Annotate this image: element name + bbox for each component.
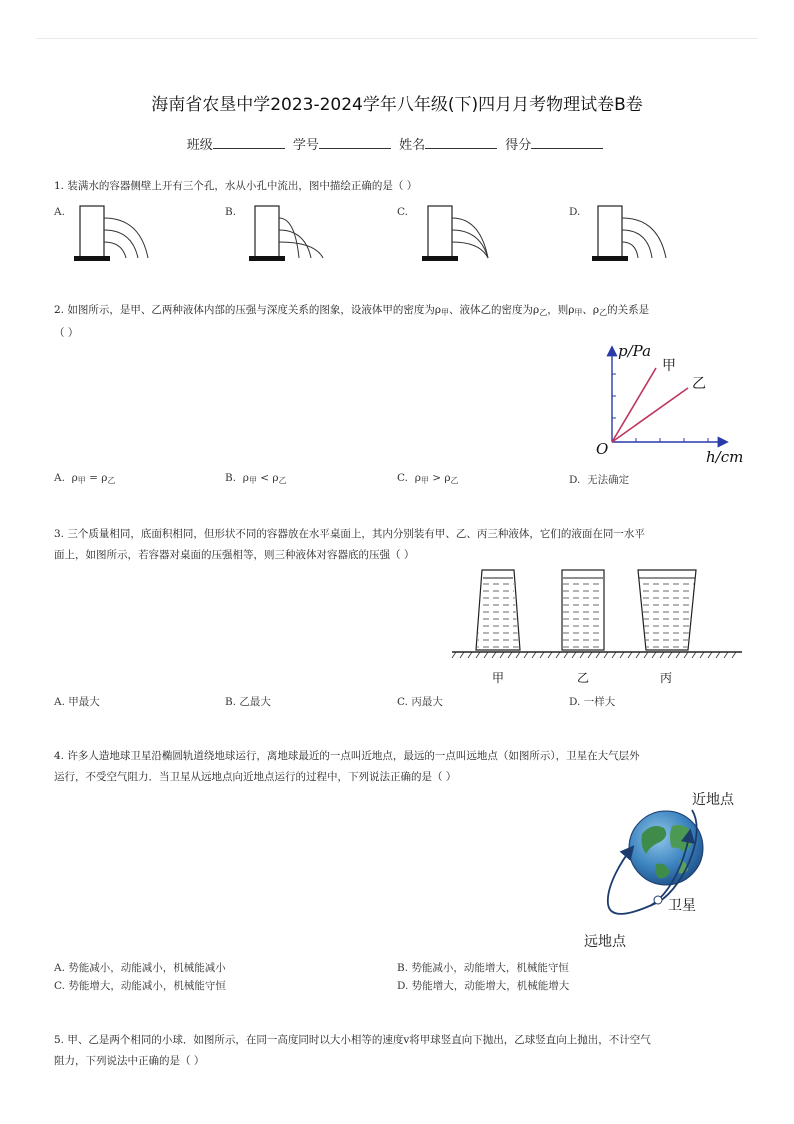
score-blank[interactable] <box>531 136 603 149</box>
q2-option-c[interactable]: C. $\rho_甲 > \rho_乙$ <box>397 472 459 485</box>
q3-label-yi: 乙 <box>577 671 590 685</box>
q1-option-d-figure <box>588 200 708 264</box>
q2-series-jia-label: 甲 <box>662 358 676 374</box>
q4-near-point-label: 近地点 <box>692 792 734 808</box>
student-info-line <box>0 134 794 153</box>
name-blank[interactable] <box>425 136 497 149</box>
name-label: 姓名 <box>399 138 426 153</box>
score-label: 得分 <box>505 138 532 153</box>
q1-option-c-figure <box>418 200 538 264</box>
question-3-text: 3. 三个质量相同，底面积相同，但形状不同的容器放在水平桌面上，其内分别装有甲、乙、丙三种液体，它们的液面在同一水平 面上，如图所示，若容器对桌面的压强相等，则三种液体对容器底的压强（ ） <box>54 528 645 561</box>
q2-x-axis-label: h/cm <box>706 448 744 466</box>
q2-pressure-depth-graph <box>590 340 750 468</box>
q2-option-a[interactable]: A. $\rho_甲 = \rho_乙$ <box>54 472 116 485</box>
page-top-rule <box>36 38 758 39</box>
q4-far-point-label: 远地点 <box>584 934 626 950</box>
student-id-label: 学号 <box>292 138 319 153</box>
satellite-dot <box>654 896 662 904</box>
question-2-text: 2. 如图所示，是甲、乙两种液体内部的压强与深度关系的图象，设液体甲的密度为$\rho_甲$、液体乙的密度为$\rho_乙$，则$\rho_甲$、$\rho_乙$的关系是 （ ） <box>54 304 650 339</box>
q3-option-c[interactable]: C. 丙最大 <box>397 696 443 708</box>
q4-option-b[interactable]: B. 势能减小，动能增大，机械能守恒 <box>397 962 569 974</box>
q1-option-a-label: A. <box>54 206 65 218</box>
q3-container-jia <box>476 570 520 650</box>
q3-containers-figure <box>452 566 744 690</box>
q2-series-yi-label: 乙 <box>692 376 706 392</box>
q3-option-d[interactable]: D. 一样大 <box>569 696 616 708</box>
question-1-text: 1. 装满水的容器侧壁上开有三个孔，水从小孔中流出，图中描绘正确的是（ ） <box>54 180 418 192</box>
class-label: 班级 <box>186 138 213 153</box>
q4-option-a[interactable]: A. 势能减小，动能减小，机械能减小 <box>54 962 226 974</box>
q2-option-d[interactable]: D. 无法确定 <box>569 474 630 486</box>
q1-option-d-label: D. <box>569 206 581 218</box>
q2-origin-label: O <box>596 440 609 458</box>
q4-option-d[interactable]: D. 势能增大，动能增大，机械能增大 <box>397 980 570 992</box>
q2-line-jia <box>612 368 656 442</box>
q3-label-bing: 丙 <box>660 671 673 685</box>
q3-container-yi <box>562 570 604 650</box>
q1-option-a-figure <box>70 200 190 264</box>
class-blank[interactable] <box>213 136 285 149</box>
q2-option-b[interactable]: B. $\rho_甲 < \rho_乙$ <box>225 472 287 485</box>
q4-option-c[interactable]: C. 势能增大，动能减小，机械能守恒 <box>54 980 226 992</box>
q1-option-b-label: B. <box>225 206 237 218</box>
q4-satellite-label: 卫星 <box>668 898 696 914</box>
q4-satellite-orbit-figure <box>580 786 750 952</box>
question-5-text: 5. 甲、乙是两个相同的小球．如图所示，在同一高度同时以大小相等的速度v将甲球竖直向下抛出，乙球竖直向上抛出，不计空气 阻力，下列说法中正确的是（ ） <box>54 1034 651 1067</box>
q3-option-b[interactable]: B. 乙最大 <box>225 696 271 708</box>
q2-y-axis-label: p/Pa <box>618 342 652 360</box>
q3-option-a[interactable]: A. 甲最大 <box>54 696 100 708</box>
q3-label-jia: 甲 <box>492 671 505 685</box>
q3-container-bing <box>638 570 696 650</box>
q1-option-c-label: C. <box>397 206 408 218</box>
q2-line-yi <box>612 388 688 442</box>
q1-option-b-figure <box>245 200 365 264</box>
student-id-blank[interactable] <box>319 136 391 149</box>
exam-title: 海南省农垦中学2023-2024学年八年级(下)四月月考物理试卷B卷 <box>151 95 643 115</box>
question-4-text: 4. 许多人造地球卫星沿椭圆轨道绕地球运行，离地球最近的一点叫近地点，最远的一点叫远地点（如图所示），卫星在大气层外 运行，不受空气阻力．当卫星从远地点向近地点运行的过程中，下列说法正确的是（ ） <box>54 750 640 783</box>
